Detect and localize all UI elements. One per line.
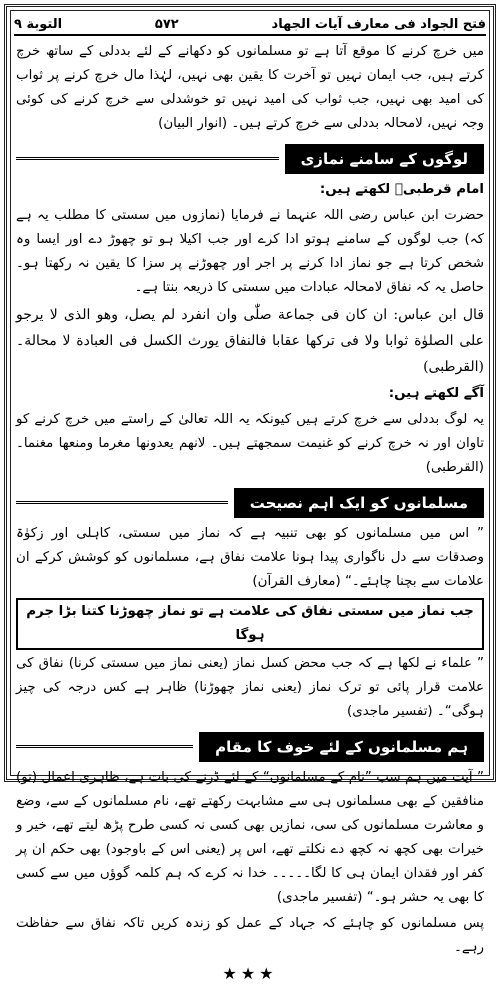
boxed-line-wrap: [16, 596, 484, 652]
running-header: [14, 14, 486, 36]
heading-rule: [16, 745, 193, 748]
section-heading-row: [16, 726, 484, 766]
paragraph: ” اس میں مسلمانوں کو بھی تنبیہ ہے کہ نماز میں سستی، کاہلی اور زکوٰۃ وصدقات سے دل ناگواری پیدا ہونا علامت نفاق ہے، مسلمانوں کو کوشش کرکے ان علامات سے بچنا چاہئے۔“ (معارف القرآن): [16, 526, 484, 589]
section-heading-row: [16, 482, 484, 522]
arabic-quote: قال ابن عباس: ان کان فی جماعة صلّٰی وان انفرد لم یصل، وهو الذی لا یرجو علی الصلوٰة ثوابا ولا فی ترکها عقابا فالنفاق یورث الکسل فی العبادة لا محالة۔ (القرطبی): [16, 307, 484, 375]
book-title: فتح الجواد فی معارف آیات الجهاد: [271, 16, 486, 32]
paragraph: پس مسلمانوں کو چاہئے کہ جہاد کے عمل کو زندہ کریں تاکہ نفاق سے حفاظت رہے۔: [16, 916, 484, 955]
section-heading: ہم مسلمانوں کے لئے خوف کا مقام: [199, 732, 484, 762]
surah-label: التوبة ۹: [14, 16, 63, 32]
paragraph-label: آگے لکھتے ہیں:: [388, 386, 484, 401]
paragraph: یہ لوگ بددلی سے خرچ کرتے ہیں کیونکہ یہ اللہ تعالیٰ کے راستے میں خرچ کرنے کو تاوان اور نہ خرچ کرنے کو غنیمت سمجھتے ہیں۔ لانهم یعدونها مغرما ومنعها مغنما۔ (القرطبی): [16, 412, 484, 475]
paragraph: ” آیت میں ہم سب ”نام کے مسلمانوں“ کے لئے ڈرنے کی بات ہے، ظاہری اعمال (تو) منافقین کے بھی مسلمانوں ہی سے مشابہت رکھتے تھے، نام مسلمانوں کے سے، وضع و معاشرت مسلمانوں کی سی، نمازیں بھی کسی نہ کسی طرح پڑھ لیتے تھے، خیر و خیرات بھی کچھ نہ کچھ دے نکلتے تھے، اس پر (یعنی اس کے باوجود) بھی حکم ان پر کفر اور فقدان ایمان ہی کا لگا۔۔۔۔۔ خدا نہ کرے کہ ہم کلمہ گوؤں میں سے کسی کا بھی یہ حشر ہو۔“ (تفسیر ماجدی): [16, 770, 484, 905]
page-body: [16, 40, 484, 983]
paragraph: ” علماء نے لکھا ہے کہ جب محض کسل نماز (یعنی نماز میں سستی کرنا) نفاق کی علامت قرار پائی تو ترک نماز (یعنی نماز چھوڑنا) ظاہر ہے کس درجہ کی چیز ہوگی“۔ (تفسیر ماجدی): [16, 656, 484, 719]
heading-rule: [16, 501, 228, 504]
page-number: ۵۷۲: [154, 16, 179, 32]
paragraph: حضرت ابن عباس رضی اللہ عنہما نے فرمایا (نمازوں میں سستی کا مطلب یہ ہے کہ) جب لوگوں کے سامنے ہوتو ادا کرے اور جب اکیلا ہو تو چھوڑ دے اور ایسا وہ شخص کرتا ہے جو نماز ادا کرنے پر اجر اور چھوڑنے پر سزا کا یقین نہ رکھتا ہو۔ حاصل یہ کہ نفاق لامحالہ عبادات میں سستی کا ذریعہ بنتا ہے۔: [16, 208, 484, 295]
paragraph-label: امام قرطبیؒ لکھتے ہیں:: [319, 182, 484, 197]
end-stars: ★★★: [222, 964, 278, 983]
paragraph: میں خرچ کرنے کا موقع آتا ہے تو مسلمانوں کو دکھانے کے لئے بددلی کے ساتھ خرچ کرتے ہیں، جب ایمان نہیں تو آخرت کا یقین بھی نہیں، لہٰذا مال خرچ کرنے پر ثواب کی امید بھی نہیں، جب ثواب کی امید نہیں تو خوشدلی سے خرچ کرنے کی کوئی وجہ نہیں، لامحالہ بددلی سے خرچ کرتے ہیں۔ (انوار البیان): [16, 44, 484, 131]
heading-rule: [16, 157, 279, 160]
section-heading-row: [16, 138, 484, 178]
boxed-subheading: جب نماز میں سستی نفاق کی علامت ہے تو نماز چھوڑنا کتنا بڑا جرم ہوگا: [16, 598, 484, 650]
section-heading: مسلمانوں کو ایک اہم نصیحت: [234, 488, 484, 518]
section-heading: لوگوں کے سامنے نمازی: [285, 144, 484, 174]
